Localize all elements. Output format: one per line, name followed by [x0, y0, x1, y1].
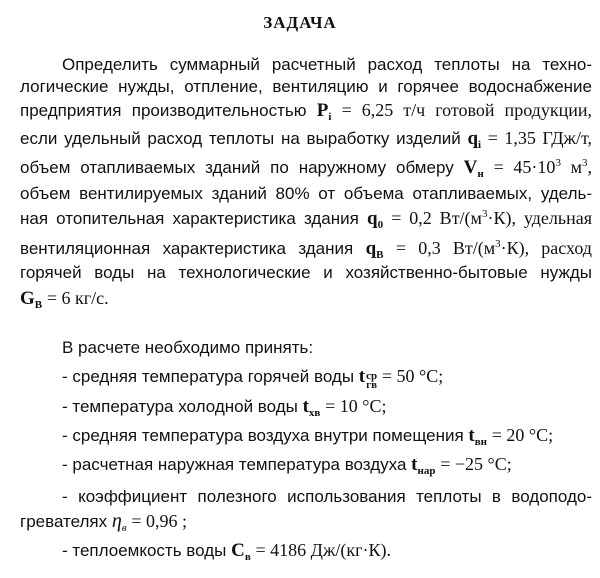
text-fragment: предприятия производительностью [20, 101, 307, 120]
text-line [20, 127, 592, 150]
variable-c: $C_в$ [231, 540, 251, 563]
list-item: - средняя температура воздуха внутри помещения $t_{вн} = 20$ °С; [62, 425, 554, 448]
variable-qv: $q_В$ [365, 238, 384, 261]
value: = 0,96 ; [131, 511, 187, 531]
value: = 6 кг/с. [46, 288, 109, 308]
variable-g: $G_В$ [20, 288, 43, 311]
list-item: - коэффициент полезного использования теплоты в водоподо- [62, 487, 592, 506]
variable-t-vn: $t_{вн}$ [468, 425, 488, 448]
page-title: ЗАДАЧА [263, 13, 337, 32]
text-line [20, 207, 592, 230]
list-item: - расчетная наружная температура воздуха $t_{нар} = -25$ °С; [62, 454, 512, 477]
variable-t-cp-gv: t ср гв [358, 366, 378, 391]
value: = 6,25 т/ч готовой продукции, [341, 100, 592, 120]
value: = 20 °С; [491, 425, 554, 445]
list-item: - температура холодной воды $t_{хв} = 10$ °С; [62, 396, 387, 419]
text-line [20, 156, 592, 179]
text-line: объем вентилируемых зданий 80% от объема отапливаемых, удель- [20, 184, 592, 203]
text-line [20, 237, 592, 260]
text-line [20, 99, 592, 122]
text-line: Определить суммарный расчетный расход теплоты на техно- [62, 55, 592, 74]
text-fragment: ная отопительная характеристика здания [20, 209, 359, 228]
text-fragment: вентиляционная характеристика здания [20, 239, 354, 258]
variable-t-nar: $t_{нар}$ [411, 454, 436, 477]
list-item-continuation: гревателях $\eta_в = 0,96$ ; [20, 510, 187, 534]
text-line: логические нужды, отпление, вентиляцию и горячее водоснабжение [20, 77, 592, 96]
variable-q: $q_i$ [467, 128, 482, 151]
text-fragment: объем отапливаемых зданий по наружному обмеру [20, 158, 454, 177]
variable-v: $V_н$ [463, 157, 484, 180]
text-fragment: если удельный расход теплоты на выработку изделий [20, 129, 461, 148]
variable-p: $P_i$ [316, 100, 332, 123]
text-line [20, 287, 592, 310]
variable-t-xv: $t_{хв}$ [302, 396, 321, 419]
value: = 10 °С; [325, 396, 387, 416]
value: = $45\cdot 10^3$ $м^3$, [493, 157, 592, 177]
value: = −25 °С; [440, 454, 512, 474]
value: = 0,3 $Вт/(м^3\cdot К)$, расход [395, 238, 592, 258]
text-line: В расчете необходимо принять: [62, 338, 314, 357]
value: = 50 °С; [381, 366, 444, 386]
value: = 4186 Дж/(кг·К). [255, 540, 391, 560]
text-line: горячей воды на технологические и хозяйственно-бытовые нужды [20, 263, 592, 282]
value: = 0,2 $Вт/(м^3\cdot К)$, удельная [391, 208, 592, 228]
value: = 1,35 ГДж/т, [487, 128, 592, 148]
variable-q0: $q_0$ [366, 208, 384, 231]
variable-eta: $\eta_в$ [111, 510, 127, 534]
list-item: - теплоемкость воды $C_в = 4186$ Дж/(кг·К). [62, 540, 391, 563]
list-item: - средняя температура горячей воды t ср гв = 50 °С; [62, 366, 444, 391]
